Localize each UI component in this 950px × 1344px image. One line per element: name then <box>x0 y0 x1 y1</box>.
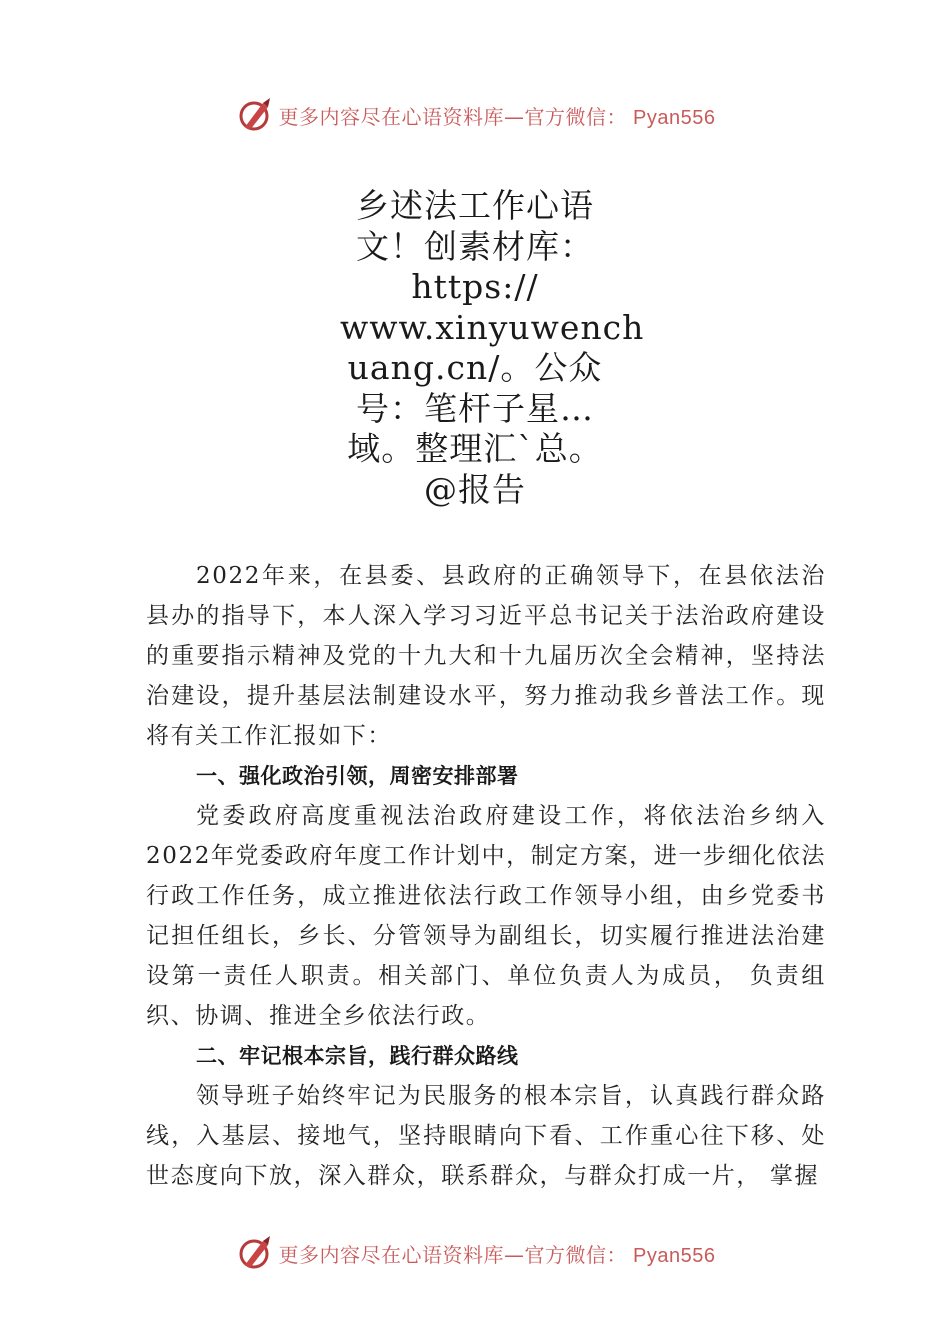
document-body <box>146 556 826 1196</box>
title-line: 号：笔杆子星… <box>356 388 594 428</box>
title-line: 域。整理汇`总。 <box>347 429 603 468</box>
footer-watermark <box>0 1230 950 1276</box>
header-watermark <box>0 92 950 138</box>
document-title <box>340 186 645 510</box>
intro-paragraph: 2022年来，在县委、县政府的正确领导下，在县依法治县办的指导下，本人深入学习习近平总书记关于法治政府建设的重要指示精神及党的十九大和十九届历次全会精神，坚持法治建设，提升基层法制建设水平，努力推动我乡普法工作。现将有关工作汇报如下： <box>146 563 826 749</box>
watermark-text: 更多内容尽在心语资料库—官方微信： Pyan556 <box>278 1242 716 1267</box>
title-line: 文！创素材库： <box>356 226 594 266</box>
pen-nib-circle-icon <box>235 1233 275 1273</box>
title-line: @报告 <box>424 469 526 509</box>
pen-nib-circle-icon <box>235 95 275 135</box>
title-line: https:// <box>411 267 539 306</box>
title-line: www.xinyuwench <box>340 307 645 347</box>
section-2-paragraph: 领导班子始终牢记为民服务的根本宗旨，认真践行群众路线，入基层、接地气，坚持眼睛向下看、工作重心往下移、处世态度向下放，深入群众，联系群众，与群众打成一片， 掌握 <box>146 1083 826 1189</box>
section-heading-1: 一、强化政治引领，周密安排部署 <box>196 764 519 788</box>
title-line: uang.cn/。公众 <box>347 348 603 387</box>
title-line: 乡述法工作心语 <box>356 186 594 225</box>
section-1-paragraph: 党委政府高度重视法治政府建设工作，将依法治乡纳入2022年党委政府年度工作计划中，制定方案，进一步细化依法行政工作任务，成立推进依法行政工作领导小组，由乡党委书记担任组长，乡长、分管领导为副组长，切实履行推进法治建设第一责任人职责。相关部门、单位负责人为成员， 负责组织、协调、推进全乡依法行政。 <box>146 803 826 1029</box>
watermark-text: 更多内容尽在心语资料库—官方微信： Pyan556 <box>278 104 716 129</box>
section-heading-2: 二、牢记根本宗旨，践行群众路线 <box>196 1044 519 1068</box>
